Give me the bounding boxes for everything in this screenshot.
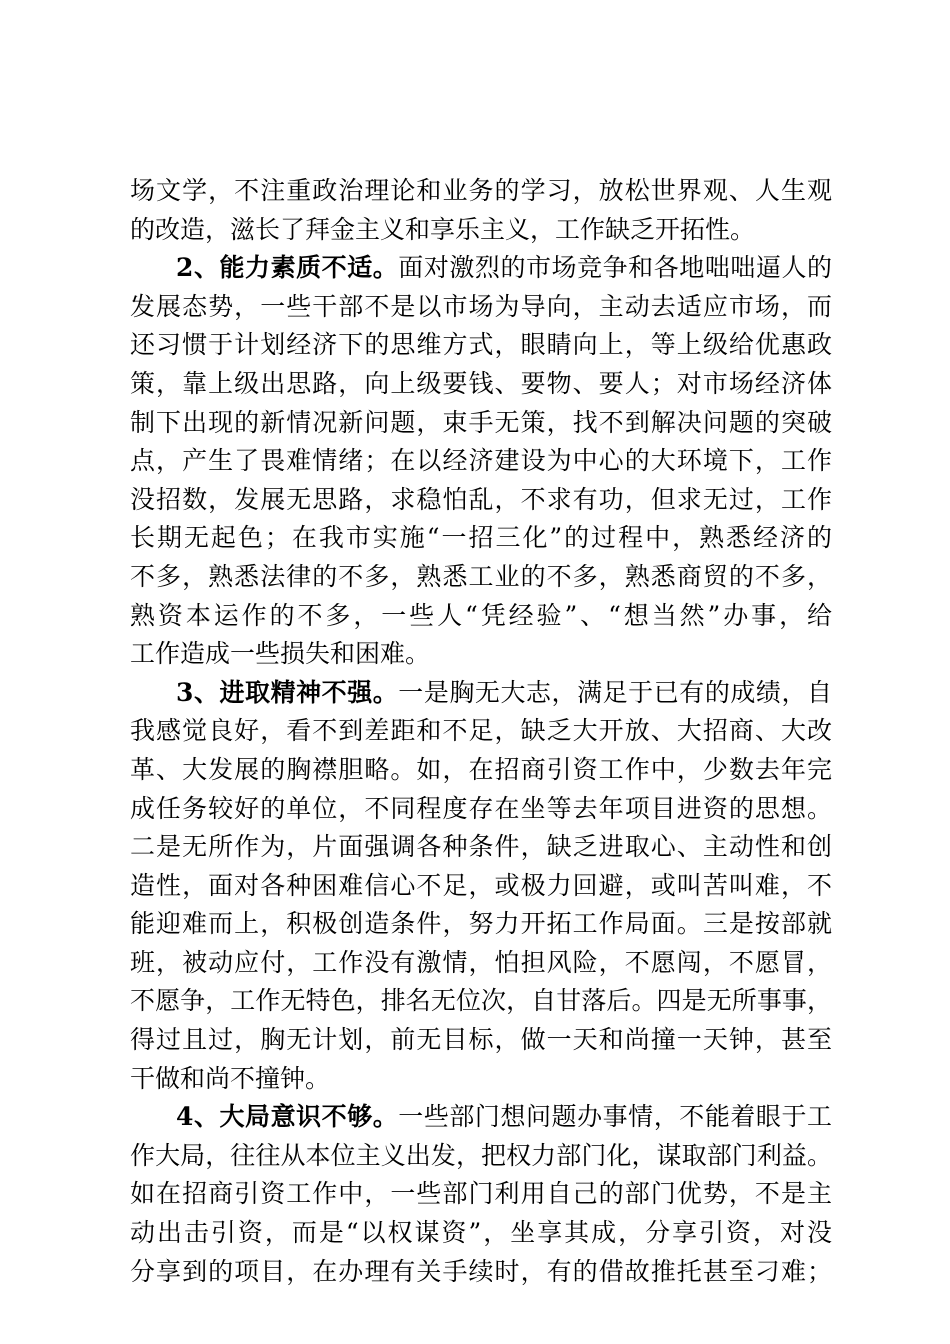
section-heading: 2、能力素质不适。 [176, 253, 399, 283]
body-line: 长期无起色；在我市实施“一招三化”的过程中，熟悉经济的 [130, 523, 832, 553]
body-line: 不愿争，工作无特色，排名无位次，自甘落后。四是无所事事， [130, 986, 832, 1016]
body-line: 发展态势，一些干部不是以市场为导向，主动去适应市场，而 [130, 291, 832, 321]
body-line: 工作造成一些损失和困难。 [130, 639, 431, 669]
body-line: 场文学，不注重政治理论和业务的学习，放松世界观、人生观 [130, 176, 832, 205]
body-line: 造性，面对各种困难信心不足，或极力回避，或叫苦叫难，不 [130, 870, 832, 900]
body-line: 能迎难而上，积极创造条件，努力开拓工作局面。三是按部就 [130, 909, 832, 939]
body-line: 熟资本运作的不多，一些人“凭经验”、“想当然”办事，给 [130, 600, 832, 630]
body-line: 干做和尚不撞钟。 [130, 1063, 331, 1093]
paragraph-first-line [130, 1098, 832, 1137]
body-line: 如在招商引资工作中，一些部门利用自己的部门优势，不是主 [130, 1179, 832, 1209]
body-line: 的改造，滋长了拜金主义和享乐主义，工作缺乏开拓性。 [130, 214, 756, 244]
body-line: 二是无所作为，片面强调各种条件，缺乏进取心、主动性和创 [130, 832, 832, 862]
body-text: 面对激烈的市场竞争和各地咄咄逼人的 [398, 253, 832, 283]
body-line: 点，产生了畏难情绪；在以经济建设为中心的大环境下，工作 [130, 446, 832, 476]
body-line: 还习惯于计划经济下的思维方式，眼睛向上，等上级给优惠政 [130, 330, 832, 360]
body-line: 策，靠上级出思路，向上级要钱、要物、要人；对市场经济体 [130, 368, 832, 398]
document-page [130, 172, 832, 1291]
paragraph-first-line [130, 674, 832, 713]
body-line: 班，被动应付，工作没有激情，怕担风险，不愿闯，不愿冒， [130, 947, 832, 977]
body-line: 革、大发展的胸襟胆略。如，在招商引资工作中，少数去年完 [130, 754, 832, 784]
section-heading: 3、进取精神不强。 [176, 677, 399, 707]
body-line: 不多，熟悉法律的不多，熟悉工业的不多，熟悉商贸的不多， [130, 561, 832, 591]
body-line: 分享到的项目，在办理有关手续时，有的借故推托甚至刁难； [130, 1256, 832, 1286]
body-line: 没招数，发展无思路，求稳怕乱，不求有功，但求无过，工作 [130, 484, 832, 514]
paragraph-first-line [130, 249, 832, 288]
body-line: 成任务较好的单位，不同程度存在坐等去年项目进资的思想。 [130, 793, 832, 823]
body-line: 作大局，往往从本位主义出发，把权力部门化，谋取部门利益。 [130, 1140, 832, 1170]
body-line: 制下出现的新情况新问题，束手无策，找不到解决问题的突破 [130, 407, 832, 437]
body-text: 一是胸无大志，满足于已有的成绩，自 [398, 677, 832, 707]
section-heading: 4、大局意识不够。 [176, 1102, 399, 1132]
body-line: 动出击引资，而是“以权谋资”，坐享其成，分享引资，对没 [130, 1218, 832, 1248]
body-line: 我感觉良好，看不到差距和不足，缺乏大开放、大招商、大改 [130, 716, 832, 746]
body-line: 得过且过，胸无计划，前无目标，做一天和尚撞一天钟，甚至 [130, 1025, 832, 1055]
body-text: 一些部门想问题办事情，不能着眼于工 [398, 1102, 832, 1132]
